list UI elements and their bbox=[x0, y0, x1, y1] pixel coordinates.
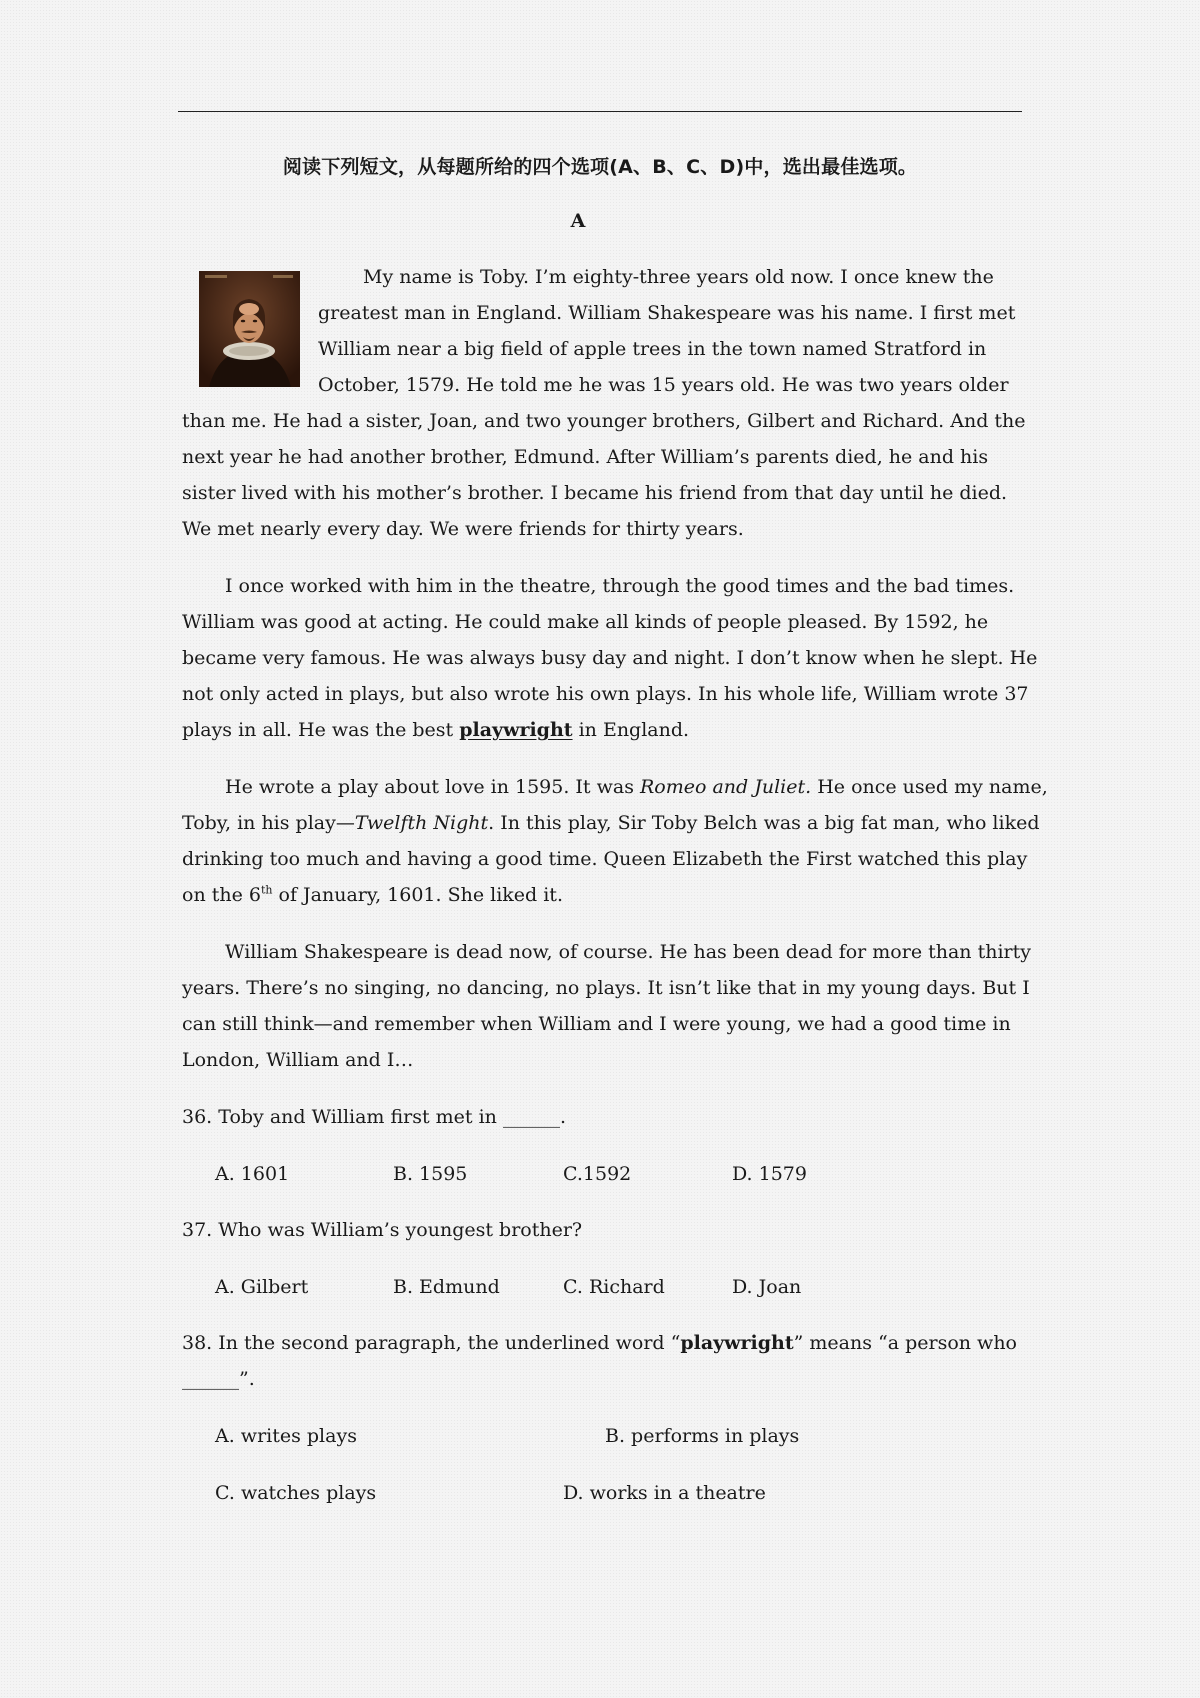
passage-line: London, William and I… bbox=[182, 1049, 414, 1071]
passage-text: Toby, in his play— bbox=[182, 812, 355, 834]
passage-text: of January, 1601. She liked it. bbox=[272, 884, 563, 906]
q36-option-c[interactable]: C.1592 bbox=[563, 1163, 632, 1185]
q36-option-d[interactable]: D. 1579 bbox=[732, 1163, 807, 1185]
q37-option-b[interactable]: B. Edmund bbox=[393, 1276, 500, 1298]
passage-text: He wrote a play about love in 1595. It was bbox=[225, 776, 640, 798]
passage-line: can still think—and remember when William and I were young, we had a good time in bbox=[182, 1013, 1011, 1035]
passage-line: drinking too much and having a good time. Queen Elizabeth the First watched this play bbox=[182, 848, 1028, 870]
passage-line: October, 1579. He told me he was 15 years old. He was two years older bbox=[318, 374, 1009, 396]
q37-option-d[interactable]: D. Joan bbox=[732, 1276, 802, 1298]
passage-line: greatest man in England. William Shakespeare was his name. I first met bbox=[318, 302, 1016, 324]
header-rule bbox=[178, 111, 1022, 112]
q36-option-b[interactable]: B. 1595 bbox=[393, 1163, 468, 1185]
q38-option-c[interactable]: C. watches plays bbox=[215, 1482, 377, 1504]
passage-line: William was good at acting. He could make all kinds of people pleased. By 1592, he bbox=[182, 611, 989, 633]
question-38-stem-cont: ______”. bbox=[182, 1368, 255, 1390]
passage-line bbox=[182, 877, 563, 913]
question-keyword: playwright bbox=[680, 1332, 794, 1354]
q38-option-a[interactable]: A. writes plays bbox=[215, 1425, 357, 1447]
passage-line: We met nearly every day. We were friends for thirty years. bbox=[182, 518, 744, 540]
passage-line: I once worked with him in the theatre, through the good times and the bad times. bbox=[225, 575, 1015, 597]
q37-option-a[interactable]: A. Gilbert bbox=[215, 1276, 309, 1298]
passage-line bbox=[182, 712, 689, 748]
instruction-text: 阅读下列短文，从每题所给的四个选项(A、B、C、D)中，选出最佳选项。 bbox=[282, 156, 918, 178]
passage-line: not only acted in plays, but also wrote his own plays. In his whole life, William wrote 37 bbox=[182, 683, 1029, 705]
q37-option-c[interactable]: C. Richard bbox=[563, 1276, 665, 1298]
passage-text: He once used my name, bbox=[811, 776, 1048, 798]
passage-line bbox=[182, 805, 1040, 841]
question-text: 38. In the second paragraph, the underlined word “ bbox=[182, 1332, 681, 1354]
question-36-stem: 36. Toby and William first met in ______. bbox=[182, 1106, 566, 1128]
passage-line: years. There’s no singing, no dancing, no plays. It isn’t like that in my young days. But I bbox=[182, 977, 1030, 999]
passage-line: became very famous. He was always busy day and night. I don’t know when he slept. He bbox=[182, 647, 1038, 669]
play-title: Twelfth Night bbox=[354, 812, 489, 834]
passage-line: My name is Toby. I’m eighty-three years old now. I once knew the bbox=[363, 266, 994, 288]
passage-text: in England. bbox=[572, 719, 690, 741]
question-38-stem bbox=[182, 1325, 1017, 1361]
passage-line: next year he had another brother, Edmund. After William’s parents died, he and his bbox=[182, 446, 989, 468]
passage-text: plays in all. He was the best bbox=[182, 719, 460, 741]
passage-text: on the 6 bbox=[182, 884, 261, 906]
question-37-stem: 37. Who was William’s youngest brother? bbox=[182, 1219, 583, 1241]
q36-option-a[interactable]: A. 1601 bbox=[215, 1163, 290, 1185]
section-label: A bbox=[570, 210, 586, 232]
q38-option-b[interactable]: B. performs in plays bbox=[605, 1425, 800, 1447]
passage-line: William near a big field of apple trees in the town named Stratford in bbox=[318, 338, 987, 360]
passage-line: than me. He had a sister, Joan, and two younger brothers, Gilbert and Richard. And the bbox=[182, 410, 1026, 432]
underlined-keyword: playwright bbox=[459, 719, 573, 741]
play-title: Romeo and Juliet. bbox=[640, 776, 812, 798]
shakespeare-portrait bbox=[199, 271, 300, 387]
q38-option-d[interactable]: D. works in a theatre bbox=[563, 1482, 766, 1504]
passage-text: . In this play, Sir Toby Belch was a big fat man, who liked bbox=[488, 812, 1040, 834]
ordinal-suffix: th bbox=[260, 883, 273, 897]
passage-line: William Shakespeare is dead now, of course. He has been dead for more than thirty bbox=[225, 941, 1031, 963]
passage-line bbox=[225, 769, 1048, 805]
question-text: ” means “a person who bbox=[793, 1332, 1017, 1354]
passage-line: sister lived with his mother’s brother. I became his friend from that day until he died. bbox=[182, 482, 1008, 504]
